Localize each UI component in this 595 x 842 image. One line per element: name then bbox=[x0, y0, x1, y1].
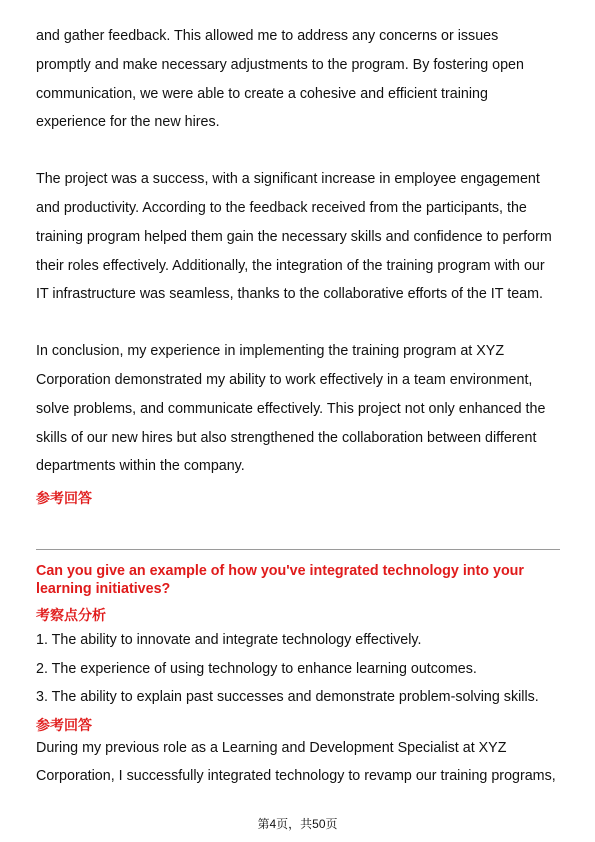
list-item: 3. The ability to explain past successes and demonstrate problem-solving skills. bbox=[36, 689, 539, 706]
conclusion-paragraph bbox=[36, 337, 560, 481]
section-divider bbox=[36, 549, 560, 550]
paragraph-spacer bbox=[36, 309, 560, 337]
text-line: departments within the company. bbox=[36, 458, 245, 475]
text-line: The project was a success, with a significant increase in employee engagement bbox=[36, 171, 540, 188]
question-line: learning initiatives? bbox=[36, 581, 171, 598]
analysis-heading: 考察点分析 bbox=[36, 607, 106, 624]
text-line: In conclusion, my experience in implementing the training program at XYZ bbox=[36, 343, 505, 360]
answer-paragraph bbox=[36, 734, 560, 792]
text-line: and productivity. According to the feedback received from the participants, the bbox=[36, 199, 527, 216]
text-line: Corporation demonstrated my ability to work effectively in a team environment, bbox=[36, 371, 533, 388]
reference-answer-heading: 参考回答 bbox=[36, 490, 92, 507]
question-line: Can you give an example of how you've integrated technology into your bbox=[36, 563, 524, 580]
reference-answer-heading: 参考回答 bbox=[36, 716, 92, 733]
text-line: their roles effectively. Additionally, the integration of the training program with our bbox=[36, 257, 545, 274]
text-line: skills of our new hires but also strengthened the collaboration between different bbox=[36, 429, 537, 446]
analysis-point-list bbox=[36, 626, 560, 712]
text-line: communication, we were able to create a cohesive and efficient training bbox=[36, 85, 488, 102]
list-item: 2. The experience of using technology to enhance learning outcomes. bbox=[36, 660, 477, 677]
list-item: 1. The ability to innovate and integrate technology effectively. bbox=[36, 632, 422, 649]
text-line: Corporation, I successfully integrated technology to revamp our training programs, bbox=[36, 768, 556, 785]
text-line: and gather feedback. This allowed me to address any concerns or issues bbox=[36, 28, 499, 44]
question-heading bbox=[36, 562, 560, 598]
paragraph-spacer bbox=[36, 137, 560, 165]
text-line: IT infrastructure was seamless, thanks to the collaborative efforts of the IT team. bbox=[36, 286, 543, 303]
text-line: promptly and make necessary adjustments to the program. By fostering open bbox=[36, 56, 524, 73]
text-line: training program helped them gain the necessary skills and confidence to perform bbox=[36, 228, 552, 245]
text-line: solve problems, and communicate effectively. This project not only enhanced the bbox=[36, 400, 546, 417]
page-number-footer: 第4页，共50页 bbox=[257, 817, 338, 831]
continuation-paragraph bbox=[36, 22, 560, 137]
results-paragraph bbox=[36, 165, 560, 309]
text-line: experience for the new hires. bbox=[36, 114, 220, 131]
text-line: During my previous role as a Learning and Development Specialist at XYZ bbox=[36, 739, 507, 756]
page-content bbox=[36, 22, 560, 791]
